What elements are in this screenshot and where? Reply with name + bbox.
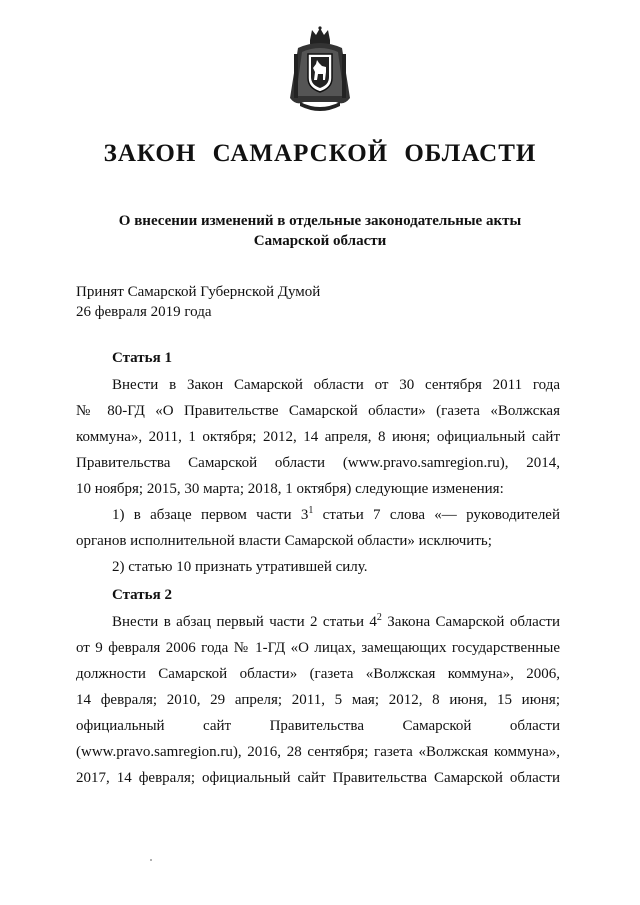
document-title: ЗАКОН САМАРСКОЙ ОБЛАСТИ [103,140,537,167]
article-2-line: 2017, 14 февраля; официальный сайт Правительства Самарской области [76,770,560,786]
article-1-heading: Статья 1 [112,350,172,366]
article-2-first-line [76,609,560,635]
article-2-text-part: Внести в абзац первый части 2 статьи 4 [112,614,377,630]
article-1-line: Правительства Самарской области (www.pravo.samregion.ru), 2014, [76,455,560,471]
article-2-text [76,609,560,791]
subtitle-line-1: О внесении изменений в отдельные законодательные акты [118,213,522,229]
adoption-date: 26 февраля 2019 года [76,304,212,320]
adoption-body: Принят Самарской Губернской Думой [76,284,321,300]
item-1-text: 1) в абзаце первом части 3 [112,507,309,523]
article-1-item-1 [76,502,560,528]
scan-speck [150,859,152,861]
article-2-line: официальный сайт Правительства Самарской области [76,718,560,734]
adoption-info [76,282,320,322]
document-subtitle [0,211,640,251]
article-2-heading: Статья 2 [112,587,172,603]
article-1-text [76,372,560,580]
item-1-text-cont: статьи 7 слова «— руководителей [313,507,560,523]
article-1-line: № 80-ГД «О Правительстве Самарской области» (газета «Волжская [76,403,560,419]
article-1-line: 10 ноября; 2015, 30 марта; 2018, 1 октября) следующие изменения: [76,481,504,497]
article-2-superscript: 2 [376,612,382,623]
article-2-line: (www.pravo.samregion.ru), 2016, 28 сентября; газета «Волжская коммуна», [76,744,560,760]
article-1-item-2: 2) статью 10 признать утратившей силу. [112,559,368,575]
article-2-line: должности Самарской области» (газета «Волжская коммуна», 2006, [76,666,560,682]
article-1-line: коммуна», 2011, 1 октября; 2012, 14 апреля, 8 июня; официальный сайт [76,429,560,445]
item-1-superscript: 1 [308,505,314,516]
subtitle-line-2: Самарской области [253,233,387,249]
article-2-text-part-cont: Закона Самарской области [381,614,560,630]
article-2-line: от 9 февраля 2006 года № 1-ГД «О лицах, замещающих государственные [76,640,560,656]
article-2-line: 14 февраля; 2010, 29 апреля; 2011, 5 мая; 2012, 8 июня, 15 июня; [76,692,560,708]
article-1-item-1-cont: органов исполнительной власти Самарской области» исключить; [76,533,492,549]
article-1-line: Внести в Закон Самарской области от 30 сентября 2011 года [112,377,560,393]
coat-of-arms-icon [284,26,356,114]
